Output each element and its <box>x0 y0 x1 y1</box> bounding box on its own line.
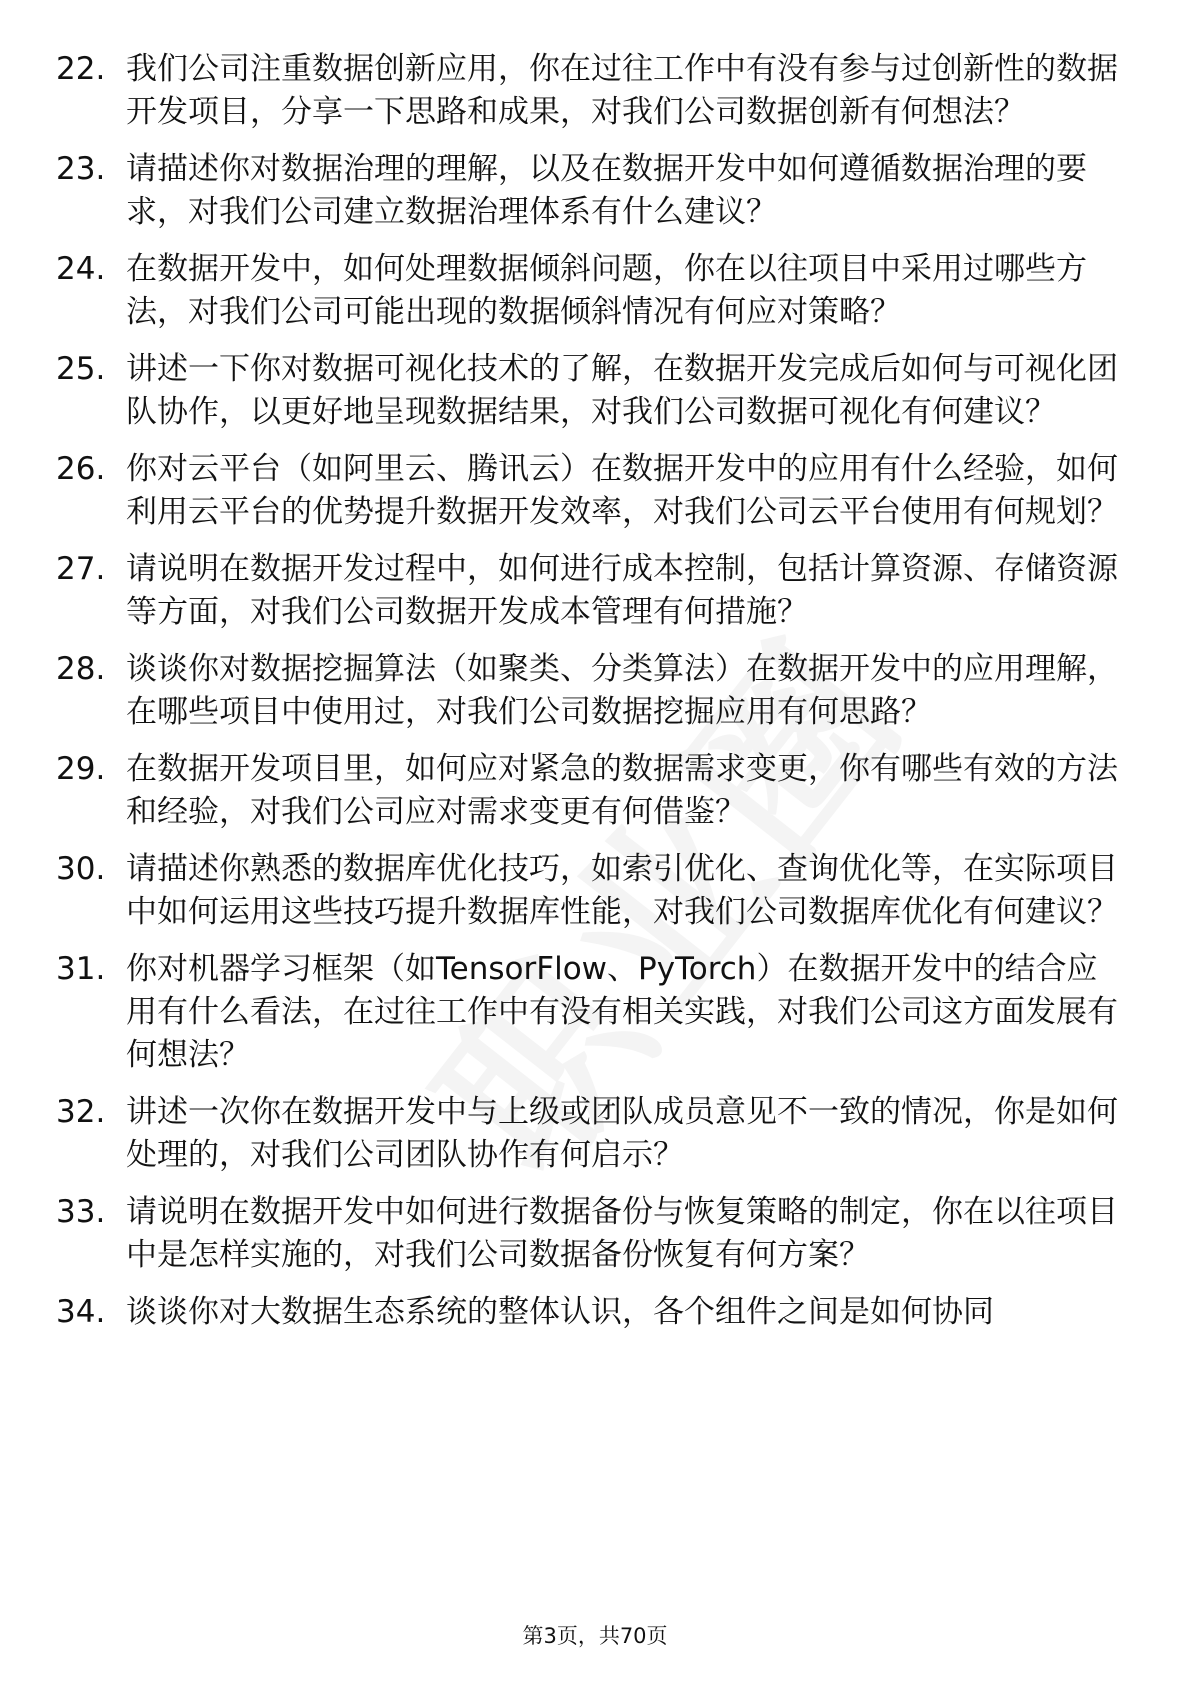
question-number: 30. <box>56 851 106 887</box>
question-item <box>56 148 1118 234</box>
question-number: 25. <box>56 351 106 387</box>
question-item <box>56 448 1118 534</box>
question-item <box>56 948 1118 1077</box>
question-number: 24. <box>56 251 106 287</box>
question-text: 你对云平台（如阿里云、腾讯云）在数据开发中的应用有什么经验，如何利用云平台的优势提升数据开发效率，对我们公司云平台使用有何规划？ <box>126 451 1118 530</box>
question-item <box>56 748 1118 834</box>
question-number: 29. <box>56 751 106 787</box>
question-text: 请描述你对数据治理的理解，以及在数据开发中如何遵循数据治理的要求，对我们公司建立数据治理体系有什么建议？ <box>126 151 1087 230</box>
question-item <box>56 848 1118 934</box>
question-text: 你对机器学习框架（如TensorFlow、PyTorch）在数据开发中的结合应用有什么看法，在过往工作中有没有相关实践，对我们公司这方面发展有何想法？ <box>126 951 1118 1073</box>
question-text: 谈谈你对大数据生态系统的整体认识，各个组件之间是如何协同 <box>126 1294 994 1330</box>
question-number: 31. <box>56 951 106 987</box>
question-number: 22. <box>56 51 106 87</box>
question-text: 请描述你熟悉的数据库优化技巧，如索引优化、查询优化等，在实际项目中如何运用这些技巧提升数据库性能，对我们公司数据库优化有何建议？ <box>126 851 1118 930</box>
question-number: 34. <box>56 1294 106 1330</box>
question-text: 请说明在数据开发过程中，如何进行成本控制，包括计算资源、存储资源等方面，对我们公司数据开发成本管理有何措施？ <box>126 551 1118 630</box>
question-item <box>56 348 1118 434</box>
question-text: 我们公司注重数据创新应用，你在过往工作中有没有参与过创新性的数据开发项目，分享一下思路和成果，对我们公司数据创新有何想法？ <box>126 51 1118 130</box>
question-item <box>56 248 1118 334</box>
question-number: 32. <box>56 1094 106 1130</box>
page-footer <box>0 1620 1190 1650</box>
question-number: 23. <box>56 151 106 187</box>
question-text: 讲述一次你在数据开发中与上级或团队成员意见不一致的情况，你是如何处理的，对我们公司团队协作有何启示？ <box>126 1094 1118 1173</box>
question-number: 27. <box>56 551 106 587</box>
question-text: 请说明在数据开发中如何进行数据备份与恢复策略的制定，你在以往项目中是怎样实施的，对我们公司数据备份恢复有何方案？ <box>126 1194 1118 1273</box>
question-item <box>56 1191 1118 1277</box>
question-text: 在数据开发项目里，如何应对紧急的数据需求变更，你有哪些有效的方法和经验，对我们公司应对需求变更有何借鉴？ <box>126 751 1118 830</box>
question-text: 在数据开发中，如何处理数据倾斜问题，你在以往项目中采用过哪些方法，对我们公司可能出现的数据倾斜情况有何应对策略？ <box>126 251 1087 330</box>
page-number-label: 第3页，共70页 <box>522 1624 668 1648</box>
question-item <box>56 1291 1118 1334</box>
question-text: 讲述一下你对数据可视化技术的了解，在数据开发完成后如何与可视化团队协作，以更好地呈现数据结果，对我们公司数据可视化有何建议？ <box>126 351 1118 430</box>
question-text: 谈谈你对数据挖掘算法（如聚类、分类算法）在数据开发中的应用理解，在哪些项目中使用过，对我们公司数据挖掘应用有何思路？ <box>126 651 1118 730</box>
question-number: 33. <box>56 1194 106 1230</box>
question-number: 26. <box>56 451 106 487</box>
question-item <box>56 1091 1118 1177</box>
question-item <box>56 48 1118 134</box>
question-item <box>56 648 1118 734</box>
question-number: 28. <box>56 651 106 687</box>
question-list <box>56 48 1118 1348</box>
question-item <box>56 548 1118 634</box>
